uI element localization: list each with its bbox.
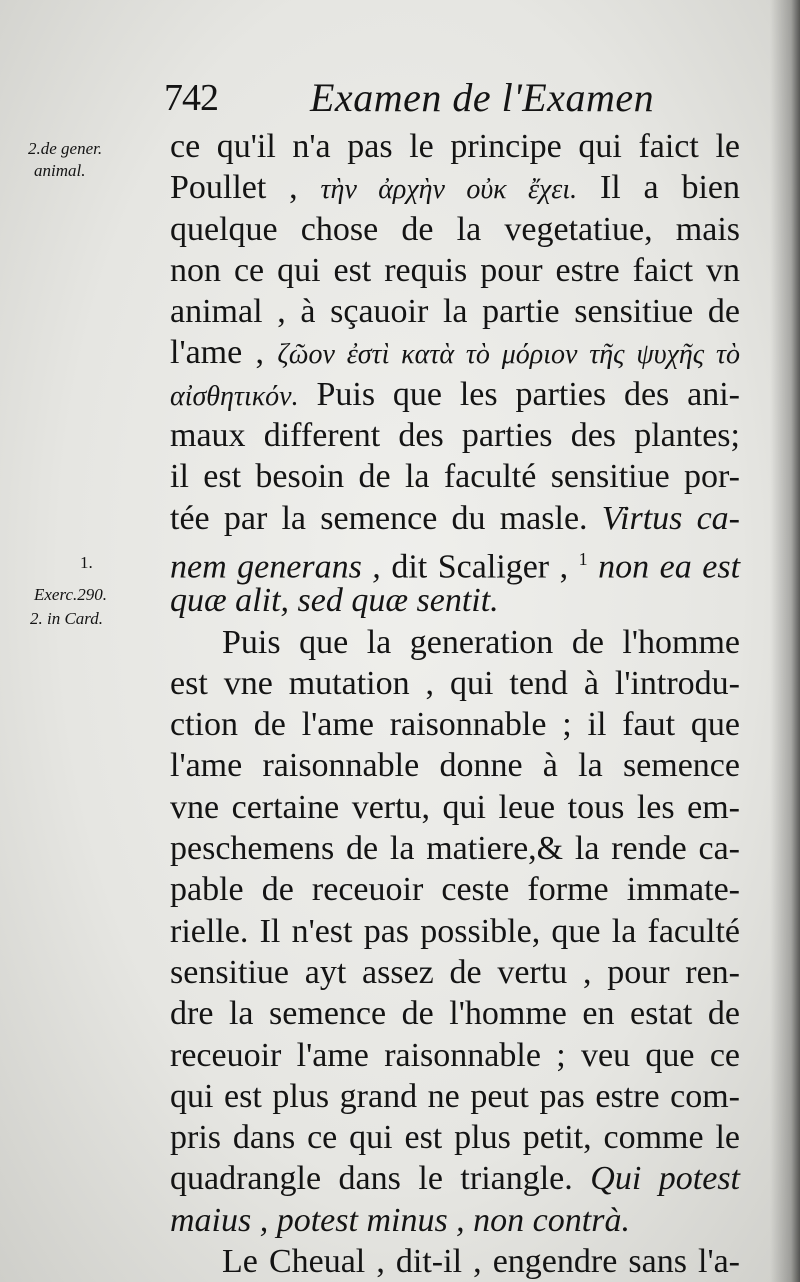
latin-quote: nem generans , — [170, 548, 381, 586]
greek-quote: αἰσθητικόν. — [170, 380, 299, 412]
page-number: 742 — [164, 77, 218, 119]
margin-note-ref-number: 1. — [80, 553, 93, 572]
text-line: peschemens de la matiere,& la rende ca- — [170, 830, 740, 868]
footnote-marker: 1 — [578, 548, 588, 569]
text-line: αἰσθητικόν. Puis que les parties des ani- — [170, 375, 740, 413]
text-line: Poullet , τὴν ἀρχὴν οὐκ ἔχει. Il a bien — [170, 169, 741, 207]
text-line: dre la semence de l'homme en estat de — [170, 995, 740, 1033]
text-line: maius , potest minus , non contrà. — [170, 1201, 630, 1239]
margin-note-exerc: Exerc.290. — [34, 585, 108, 604]
text-line: ce qu'il n'a pas le principe qui faict le — [170, 128, 740, 165]
text-line: vne certaine vertu, qui leue tous les em- — [170, 788, 740, 826]
text-line: receuoir l'ame raisonnable ; veu que ce — [170, 1036, 740, 1074]
text-line: rielle. Il n'est pas possible, que la faculté — [170, 912, 740, 950]
latin-quote: Virtus ca- — [601, 499, 741, 537]
text-line: est vne mutation , qui tend à l'introdu- — [170, 664, 740, 702]
text-line: l'ame raisonnable donne à la semence — [170, 747, 740, 785]
greek-quote: ζῶον ἐστὶ κατὰ τὸ μόριον τῆς ψυχῆς τὸ — [277, 339, 741, 371]
text-line: animal , à sçauoir la partie sensitiue de — [170, 293, 740, 331]
text-line: Le Cheual , dit-il , engendre sans l'a- — [222, 1243, 740, 1281]
text-line: qui est plus grand ne peut pas estre com- — [170, 1077, 740, 1115]
text-line: tée par la semence du masle. Virtus ca- — [170, 499, 741, 537]
text-line: maux different des parties des plantes; — [170, 417, 740, 455]
text-line: quadrangle dans le triangle. Qui potest — [170, 1160, 741, 1198]
latin-quote: Qui potest — [590, 1160, 741, 1198]
text-line: quæ alit, sed quæ sentit. — [170, 582, 499, 620]
text-line: sensitiue ayt assez de vertu , pour ren- — [170, 953, 740, 991]
text-line: quelque chose de la vegetatiue, mais — [170, 210, 740, 248]
margin-note-in-card: 2. in Card. — [30, 609, 104, 628]
text-line: Puis que la generation de l'homme — [222, 623, 740, 661]
page-header — [160, 72, 660, 128]
text-line: il est besoin de la faculté sensitiue por- — [170, 458, 740, 496]
text-line: l'ame , ζῶον ἐστὶ κατὰ τὸ μόριον τῆς ψυχῆς τὸ — [170, 334, 741, 372]
running-title: Examen de l'Examen — [310, 75, 655, 120]
body-text — [170, 126, 740, 1282]
text-line: nem generans , dit Scaliger , $^1$ non ea est — [170, 548, 741, 586]
margin-note-de-gener: 2.de gener. — [28, 139, 103, 158]
text-line: pable de receuoir ceste forme immate- — [170, 871, 740, 909]
text-line: ction de l'ame raisonnable ; il faut que — [170, 706, 740, 744]
margin-note-animal: animal. — [34, 161, 86, 180]
text-line: pris dans ce qui est plus petit, comme le — [170, 1119, 740, 1157]
text-line: non ce qui est requis pour estre faict vn — [170, 251, 740, 289]
latin-quote: non ea est — [598, 548, 741, 586]
greek-quote: τὴν ἀρχὴν οὐκ ἔχει. — [320, 174, 578, 206]
page-edge-shadow — [770, 0, 800, 1282]
